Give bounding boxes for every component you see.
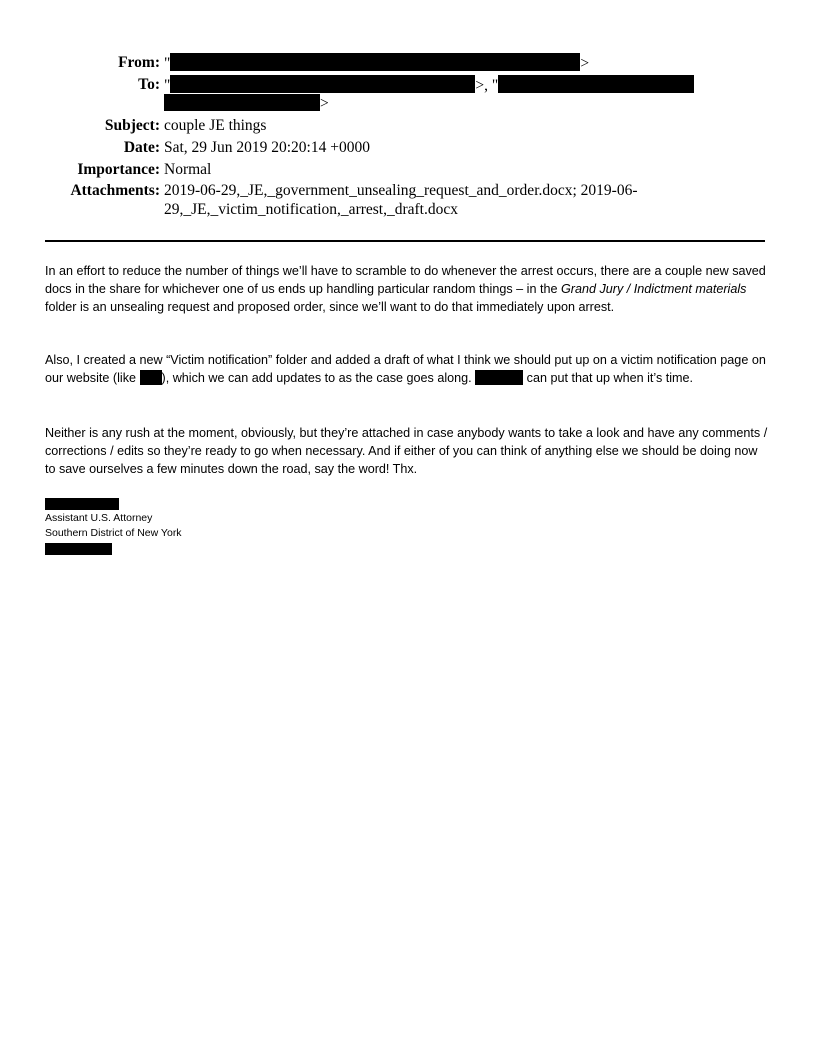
header-divider (45, 240, 765, 242)
to-label: To: (138, 76, 160, 93)
body-paragraph-3 (45, 424, 770, 478)
to-separator: >, " (475, 77, 499, 94)
redaction-to-2 (498, 75, 694, 93)
subject-value: couple JE things (164, 117, 267, 134)
subject-label: Subject: (104, 117, 160, 134)
redaction-sender-name (45, 498, 119, 510)
attachments-label: Attachments: (70, 182, 160, 199)
to-open-quote: " (164, 77, 171, 94)
attachments-line-2[interactable]: 29,_JE,_victim_notification,_arrest,_draft.docx (164, 201, 458, 218)
to-close: > (320, 95, 329, 112)
attachments-line-1[interactable]: 2019-06-29,_JE,_government_unsealing_request_and_order.docx; 2019-06- (164, 182, 638, 199)
p1-text-a: In an effort to reduce the number of things we’ll have to scramble to do whenever the arrest occurs, there are a couple new saved docs in the share for whichever one of us ends up handling particular random things – in the (45, 264, 766, 296)
importance-value: Normal (164, 161, 212, 178)
importance-label: Importance: (77, 161, 160, 178)
p1-folder-name: Grand Jury / Indictment materials (560, 282, 747, 296)
p2-text-a: Also, I created a new “Victim notification” folder and added a draft of what I think we should put up on a victim notification page on our website (like (45, 353, 766, 385)
p2-text-b: ), which we can add updates to as the case goes along. (161, 371, 476, 385)
p1-text-b: folder is an unsealing request and proposed order, since we’ll want to do that immediately upon arrest. (45, 300, 615, 314)
body-paragraph-1 (45, 262, 770, 316)
date-value: Sat, 29 Jun 2019 20:20:14 +0000 (164, 139, 370, 156)
date-label: Date: (123, 139, 160, 156)
to-value-cont (164, 94, 329, 114)
body-paragraph-2 (45, 351, 770, 387)
p3-text: Neither is any rush at the moment, obviously, but they’re attached in case anybody wants to take a look and have any comments / corrections / edits so they’re ready to go when necessary. And if either of you can think of anything else we should be doing now to save ourselves a few minutes down the road, say the word! Thx. (45, 426, 768, 476)
redaction-person (475, 370, 523, 385)
to-value (164, 75, 694, 96)
from-close: > (580, 55, 590, 72)
from-open-quote: " (164, 55, 171, 72)
signature-office: Southern District of New York (45, 527, 182, 539)
from-value (164, 53, 589, 74)
p2-text-c: can put that up when it’s time. (523, 371, 694, 385)
from-label: From: (118, 54, 160, 71)
signature-title: Assistant U.S. Attorney (45, 512, 153, 524)
redaction-to-3 (164, 94, 320, 111)
redaction-to-1 (170, 75, 475, 93)
redaction-from (170, 53, 580, 71)
redaction-sender-contact (45, 543, 112, 555)
redaction-website (140, 370, 162, 385)
